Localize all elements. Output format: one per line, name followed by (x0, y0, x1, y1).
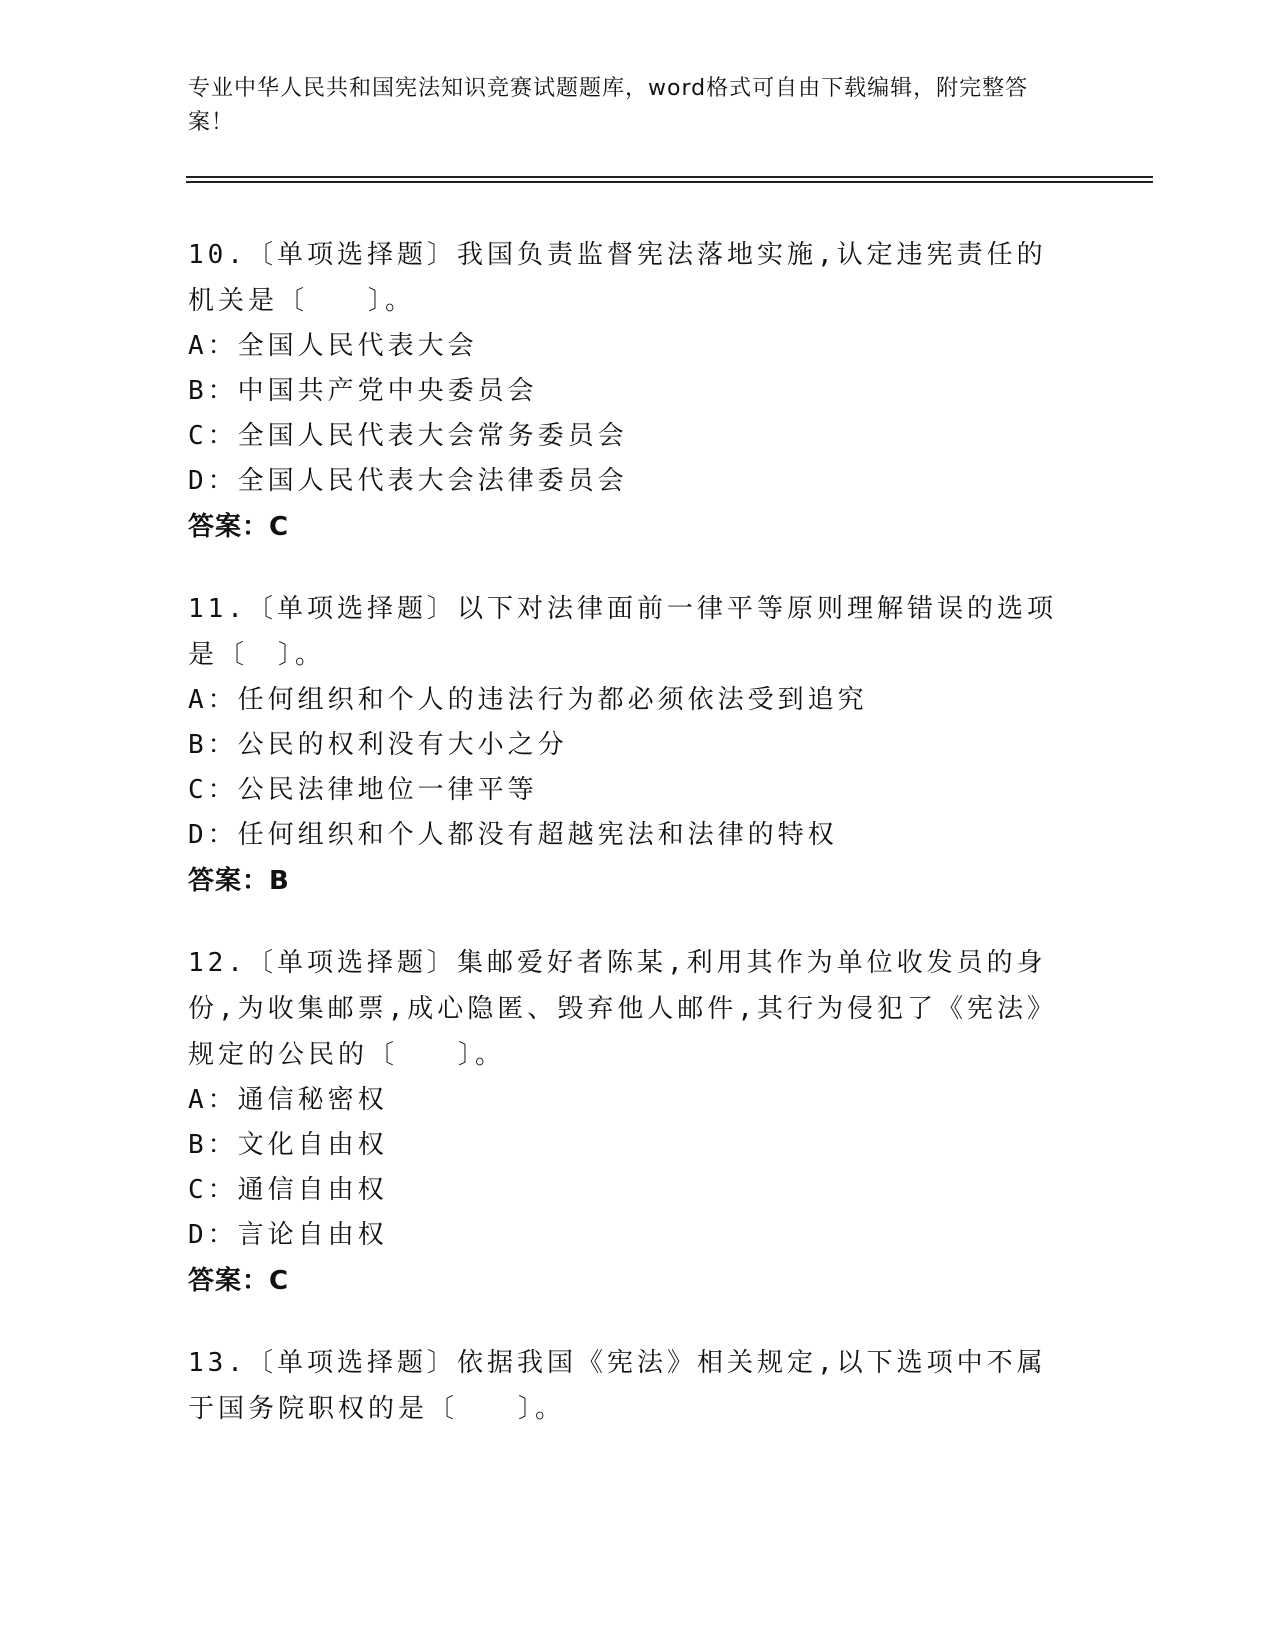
answer-line: 答案：C (188, 512, 290, 542)
answer-line: 答案：B (188, 866, 290, 896)
option-c: C：通信自由权 (188, 1175, 388, 1205)
question-stem: 10.〔单项选择题〕我国负责监督宪法落地实施,认定违宪责任的机关是〔 〕。 (188, 240, 1047, 316)
header-divider-top (186, 176, 1153, 178)
question-stem: 13.〔单项选择题〕依据我国《宪法》相关规定,以下选项中不属于国务院职权的是〔 〕。 (188, 1348, 1047, 1424)
option-b: B：文化自由权 (188, 1130, 388, 1160)
question-11 (188, 586, 1068, 904)
question-stem: 12.〔单项选择题〕集邮爱好者陈某,利用其作为单位收发员的身份,为收集邮票,成心隐匿、毁弃他人邮件,其行为侵犯了《宪法》规定的公民的〔 〕。 (188, 948, 1057, 1070)
option-d: D：言论自由权 (188, 1220, 388, 1250)
option-d: D：任何组织和个人都没有超越宪法和法律的特权 (188, 820, 838, 850)
question-13 (188, 1340, 1068, 1432)
option-c: C：公民法律地位一律平等 (188, 775, 538, 805)
page-header-text: 专业中华人民共和国宪法知识竞赛试题题库，word格式可自由下载编辑，附完整答案！ (188, 76, 1029, 135)
option-a: A：任何组织和个人的违法行为都必须依法受到追究 (188, 685, 868, 715)
answer-line: 答案：C (188, 1266, 290, 1296)
option-a: A：通信秘密权 (188, 1085, 388, 1115)
option-b: B：中国共产党中央委员会 (188, 376, 538, 406)
question-10 (188, 232, 1068, 550)
question-12 (188, 940, 1068, 1304)
option-c: C：全国人民代表大会常务委员会 (188, 421, 628, 451)
option-a: A：全国人民代表大会 (188, 331, 478, 361)
question-stem: 11.〔单项选择题〕以下对法律面前一律平等原则理解错误的选项是〔 〕。 (188, 594, 1057, 670)
header-divider-bottom (186, 181, 1153, 183)
option-b: B：公民的权利没有大小之分 (188, 730, 568, 760)
question-list (188, 232, 1068, 1468)
option-d: D：全国人民代表大会法律委员会 (188, 466, 628, 496)
